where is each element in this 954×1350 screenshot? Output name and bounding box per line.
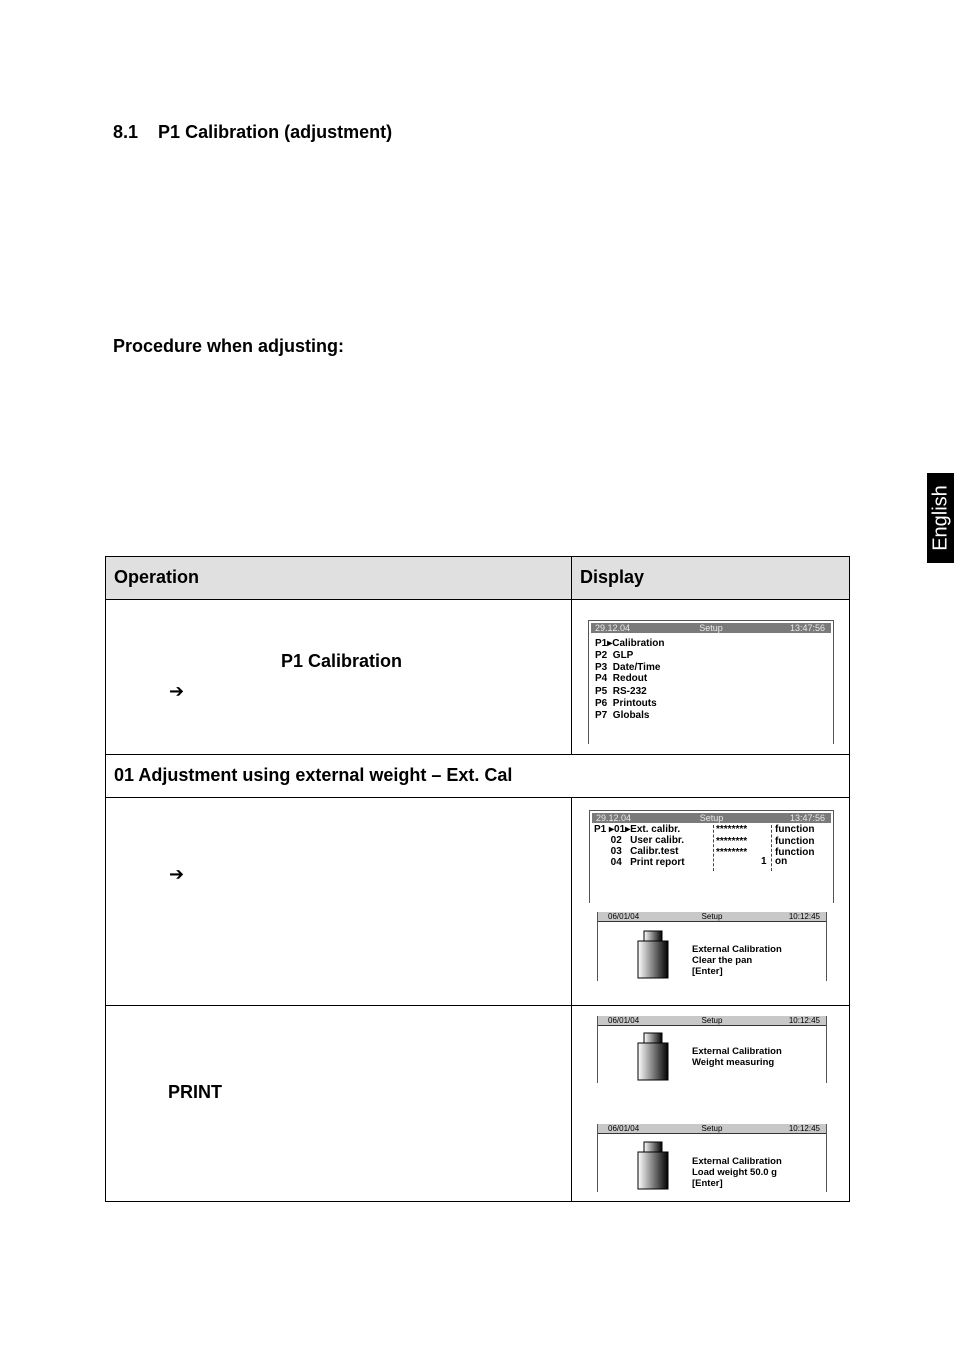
procedure-table bbox=[105, 556, 850, 1202]
p1-calibration-label: P1 Calibration bbox=[281, 651, 403, 671]
row1-display bbox=[572, 600, 850, 755]
setup-menu-screen bbox=[588, 620, 834, 744]
cal-menu-item: 03 Calibr.test bbox=[594, 846, 679, 857]
language-tab-label: English bbox=[929, 485, 951, 551]
subheader-ext-cal: 01 Adjustment using external weight – Ext. Cal bbox=[106, 755, 850, 798]
section-number: 8.1 bbox=[113, 122, 139, 142]
menu-item: P4 Redout bbox=[595, 673, 648, 684]
header-operation: Operation bbox=[106, 557, 572, 600]
cal-load-screen: 06/01/04 Setup 10:12:45 External Calibration Load weight 50.0 g [Enter] bbox=[597, 1124, 827, 1192]
row2-display bbox=[572, 798, 850, 1006]
language-tab bbox=[927, 473, 954, 563]
arrow-icon: ➔ bbox=[169, 864, 185, 884]
procedure-heading: Procedure when adjusting: bbox=[113, 336, 345, 356]
cal-measuring-screen: 06/01/04 Setup 10:12:45 External Calibration Weight measuring bbox=[597, 1016, 827, 1083]
arrow-icon: ➔ bbox=[169, 681, 185, 701]
cal-menu-item: 04 Print report bbox=[594, 857, 685, 868]
menu-item: P1▸Calibration bbox=[595, 638, 665, 649]
screen-status-bar: 06/01/04 Setup 10:12:45 bbox=[598, 912, 826, 922]
row1-operation bbox=[106, 600, 572, 755]
header-display: Display bbox=[572, 557, 850, 600]
calibration-menu-screen: 29.12.04 Setup 13:47:56 P1 ▸01▸Ext. calibr. ******** function 02 User calibr. ******** function 03 Calibr.test ******** function 04 Print report 1 on bbox=[589, 810, 834, 903]
screen-status-bar: 06/01/04 Setup 10:12:45 bbox=[598, 1016, 826, 1026]
cal-clear-screen: 06/01/04 Setup 10:12:45 External Calibration Clear the pan [Enter] bbox=[597, 912, 827, 981]
cal-menu-item: 02 User calibr. bbox=[594, 835, 685, 846]
weight-icon bbox=[636, 1141, 670, 1191]
menu-item: P3 Date/Time bbox=[595, 662, 661, 673]
print-key-label: PRINT bbox=[168, 1082, 222, 1102]
screen-status-bar: 06/01/04 Setup 10:12:45 bbox=[598, 1124, 826, 1134]
screen-status-bar: 29.12.04 Setup 13:47:56 bbox=[591, 623, 831, 633]
row2-operation bbox=[106, 798, 572, 1006]
menu-item: P2 GLP bbox=[595, 650, 634, 661]
section-title: P1 Calibration (adjustment) bbox=[158, 122, 393, 142]
row3-operation bbox=[106, 1006, 572, 1202]
menu-item: P6 Printouts bbox=[595, 698, 657, 709]
weight-icon bbox=[636, 1032, 670, 1082]
menu-item: P7 Globals bbox=[595, 710, 650, 721]
screen-status-bar: 29.12.04 Setup 13:47:56 bbox=[592, 813, 831, 823]
weight-icon bbox=[636, 930, 670, 980]
section-heading bbox=[113, 122, 392, 143]
row3-display bbox=[572, 1006, 850, 1202]
menu-item: P5 RS-232 bbox=[595, 686, 647, 697]
cal-menu-item: P1 ▸01▸Ext. calibr. bbox=[594, 824, 681, 835]
